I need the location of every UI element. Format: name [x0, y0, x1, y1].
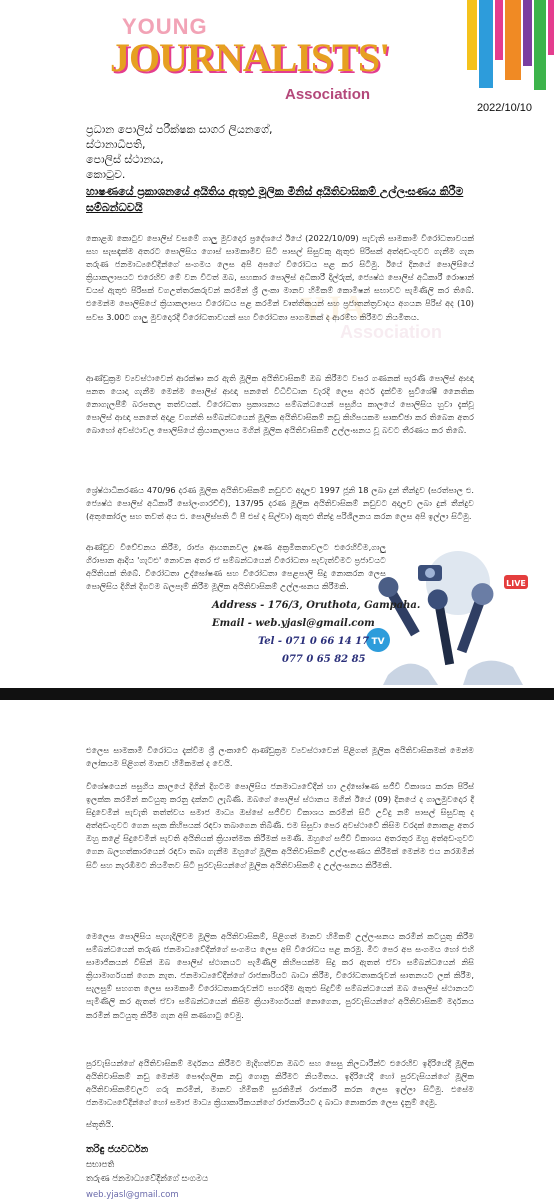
- body-paragraph-3: ශ්‍රේෂ්ඨාධිකරණය 470/96 දරණ මූලික අයිතිවාසිකම් නඩුවට අදාලව 1997 ජූනි 18 ලබා දුන් තීන්දුව (සරත්පාල එ. ජ්‍යෙෂ්ඨ පොලිස් අධිකාරී සෝලංගාරච්චි), 137/95 දරණ මූලික අයිතිවාසිකම් නඩුවට අදාලව ලබා දුන් තීන්දුව (අතුකෝරල සහ තවත් අය එ. පොලිස්පති ටී පී එස් ද සිල්වා) ඇතුළු තීන්දු පරිශීලනය කරන ලෙස අපි ඉල්ලා සිටිමු.: [86, 485, 474, 522]
- recipient-line-2: ස්ථානාධිපති,: [86, 138, 146, 151]
- recipient-line-1: ප්‍රධාන පොලිස් පරීක්ෂක සාගර ලියනගේ,: [86, 123, 273, 136]
- body-paragraph-1: කොළඹ කොටුව පොලිස් වසමේ ගාලු මුවදොර ප්‍රදේශයේ ඊයේ (2022/10/09) පැවැති සාමකාමී විරෝධතාවයක් සහ සැසඳැක්ම අතරට පොලිසිය ගොස් සාමකාමීව සිටි පාසල් සිසුවකු ඇතුළු පිරිසක් අත්අඩංගුවට ගැනීම ගැන තරුණ ජනමාධ්‍යවේදීන්ගේ සංගමය ලෙස අපි අපගේ විරෝධය පළ කර සිටිමු. ඊයේ දිනයේ පොලිසියේ ක්‍රියාකලාපයට එරෙහිව මේ වන විටත් ඔබ, සහකාර පොලිස් අධිකාරී දිල්රුක්, ජ්‍යෙෂ්ඨ පොලිස් අධිකාරී රොෂාන් ඩයස් ඇතුළු පිරිසක් වගඋත්තරකරුවන් කරමින් ශ්‍රී ලංකා මානව හිමිකම් කොමිෂන් සභාවට පැමිණිලි කර තිබේ. එමෙන්ම පොලිසියේ ක්‍රියාකලාපය විරෝධය පළ කරමින් වෘත්තිකයන් සහ ප්‍රජාතන්ත්‍රවාදය අගයන පිරිස් අද (10) සවස 3.00ට ගාලු මුවදොරදී විරෝධතාවයක් සහ විරෝධතා පාගමනක් ද ආරම්භ කිරීමට නියමිතය.: [86, 233, 474, 322]
- contact-address: Address - 176/3, Oruthota, Gampaha.: [212, 600, 421, 611]
- signature-organization: තරුණ ජනමාධ්‍යවේදීන්ගේ සංගමය: [86, 1174, 209, 1184]
- logo-watermark: YJA: [299, 288, 367, 329]
- media-microphones-illustration: [348, 545, 538, 685]
- contact-tel-1: Tel - 071 0 66 14 17: [258, 636, 370, 647]
- page2-paragraph-2: විශේෂයෙන් පසුගිය කාලයේ දිගින් දිගටම පොලිසිය ජනමාධ්‍යවේදීන් හා උද්ඝෝෂණ සජීවී විකාශය කරන පිරිස් ඉලක්ක කරමින් කටයුතු කරනු දක්නට ලැබිණි. ඔබගේ පොලිස් ස්ථානය මගින් ඊයේ (09) දිනයේ ද ගාලුමුවදොර දී සිදුවෙමින් පැවැති තත්ත්වය සමාජ මාධ්‍ය ඔස්සේ සජීවීව විකාශය කරමින් සිටි උවිදු නම් පාසල් සිසුවකු ද අත්අඩංගුවට ගෙන සැක කිහිපයක් රඳවා තබාගෙන තිබිණි. එම සිසුවා පෙර අවස්ථාවේ කිසිම වරදක් නොකළ අතර ඔහු කළේ සිදුවෙමින් පැවති අයිතියක් ක්‍රියාත්මක කිරීමක් පමණි. ඔහුගේ සජීවී විකාශය අතරතුර ඔහු අත්අඩංගුවට ගෙන බලහත්කාරයෙන් රඳවා තබා ගැනීම ඔහුගේ මූලික අයිතිවාසිකම් උල්ලංඝණය කිරීමක් මෙන්ම එය නරඹමින් සිටි සහ නැරඹීමට නියමිතව සිටි පුරවැසියන්ගේ මූලික අයිතිවාසිකම් ද උල්ලංඝනය කිරීමකි.: [86, 781, 474, 870]
- logo-watermark-text: Association: [340, 322, 443, 342]
- tv-label: TV: [371, 637, 385, 647]
- logo-association-text: Association: [285, 86, 371, 103]
- recipient-line-3: පොලිස් ස්ථානය,: [86, 153, 164, 166]
- letter-subject: හාෂණයේ ප්‍රකාශනයේ අයිතිය ඇතුළු මූලික මිනිස් අයිතිවාසිකම් උල්ලංඝණය කිරීම සම්බන්ධවයි: [86, 185, 464, 214]
- body-paragraph-4: ආණ්ඩුව විවේචනය කිරීම, රාජ්‍ය ආයතනවල දූෂණ අක්‍රමිකතාවලට එරෙහිවීම,ගාලු ගිරාපාන ආදිය 'ගැටළු' නොවන අතර ඒ සම්බන්ධයෙන් විරෝධතා පැවැත්වීමට ප්‍රජාවයට අයිතියක් තිබේ. විරෝධතා උද්ඝෝෂණ සහ විරෝධතා පෙළපාලි සිදු නොකරන ලෙස පොලිසිය දිගින් දිගටම බලපෑම් කිරීම මූලික අයිතිවාසිකම් උල්ලංඝනය කිරීමකි.: [86, 542, 386, 592]
- page2-paragraph-1: එලෙස සාමකාමී විරෝධය දැක්වීම ශ්‍රී ලංකාවේ ආණ්ඩුක්‍රම ව්‍යවස්ථාවෙන් පිළිගත් මූලික අයිතිවාසිකමක් මෙන්ම ලෝකයම පිළිගත් මානව හිමිකමක් ද වෙයි.: [86, 745, 474, 769]
- logo-journalists-text: JOURNALISTS': [110, 35, 390, 80]
- logo-young-text: YOUNG: [122, 14, 208, 39]
- recipient-line-4: කොටුව.: [86, 168, 126, 181]
- closing-thanks: ස්තූතියි.: [86, 1119, 114, 1129]
- body-paragraph-2: ආණ්ඩුක්‍රම ව්‍යවස්ථාවෙන් ආරක්ෂා කර ඇති මූලික අයිතිවාසිකම් ඔබ කිරීමට වසර ගණනක් පැරණි පොලිස් ආඥා පනත යොදා ගැනීම මෙන්ම පොලිස් ආඥා පනතේ විධිවිධාන වැරදි ලෙස අර්ථ දැක්වීම සුවිශේෂී නෛතික නොගැලපීම් බරපතල තත්වයක්. විරෝධතා ප්‍රකාශනය සම්බන්ධයෙන් පසුගිය කාලයේ පොලිසිය හුවා දැක්වූ පොලිස් ආඥා පනතේ අදාළ වගන්ති සම්බන්ධයෙන් මූලික අයිතිවාසිකම් නඩු කිහිපයකම සාකච්ඡා කර තිබෙන අතර බොහෝ අවස්ථාවල පොලිසියේ ක්‍රියාකලාපය මගින් මූලික අයිතිවාසිකම් උල්ලංඝනය වූ බවට තීරණය කර තිබේ.: [86, 373, 474, 436]
- association-logo: [110, 14, 460, 114]
- contact-email: Email - web.yjasl@gmail.com: [212, 618, 375, 629]
- letter-page-2: [0, 700, 554, 1200]
- page2-paragraph-4: පුරවැසියන්ගේ අයිතිවාසිකම් මර්දනය කිරීමට මැදිහත්වන ඔබට සහ සෙසු නිලධාරීන්ට එරෙහිව ඉදිරියේදී මූලික අයිතිවාසිකම් නඩු මෙන්ම පෞද්ගලික නඩු ගොනු කිරීමට නියමිතය. ඉදිරියේදී හෝ පුරවැසියන්ගේ මූලික අයිතිවාසිකම්වලට ගරු කරමින්, මානව හිමිකම් සුරකිමින් රාජකාරී කරන ලෙස ඉල්ලා සිටිමු. එසේම ජනමාධ්‍යවේදීන්ගේ හෝ සමාජ මාධ්‍ය ක්‍රියාකාරිකයන්ගේ රාජකාරියට ද බාධා නොකරන ලෙස දැනුම් දෙමු.: [86, 1058, 474, 1108]
- letter-date: 2022/10/10: [476, 102, 532, 114]
- contact-tel-2: 077 0 65 82 85: [282, 654, 366, 665]
- live-label: LIVE: [506, 579, 526, 588]
- page2-paragraph-3: මෙලෙස පොලිසිය පැහැදිලිවම මූලික අයිතිවාසිකම්, පිළිගත් මානව හිමිකම් උල්ලංඝනය කරමින් කටයුතු කිරීම සම්බන්ධයෙන් තරුණ ජනමාධ්‍යවේදීන්ගේ සංගමය ලෙස අපි විරෝධය පළ කරමු. මීට පෙර අප සංගමය හෝ එහි සාමාජිකයන් විසින් ඔබ පොලිස් ස්ථානයට පැමිණිලි කිහිපයක්ම සිදු කර ඇතත් ඒවා සම්බන්ධයෙන් නිසි ක්‍රියාමාර්ගයක් ගෙන නැත. ජනමාධ්‍යවේදීන්ගේ රාජකාරියට බාධා කිරීම, විරෝධතාකරුවන් ඝාතනයට ලක් කිරීම, සැලසුම් සහගත ලෙස සාමකාමී විරෝධතාකරුවන්ට පහරදීම ඇතුළු සිදුවීම් සම්බන්ධයෙන් ඔබ පොලිස් ස්ථානයට පැමිණිලි කර ඇතත් ඒවා සම්බන්ධයෙන් කිසිම ක්‍රියාමාර්ගයක් නොගෙන, පුරවැසියන්ගේ අයිතිවාසිකම් මර්දනය කරමින් කටයුතු කිරීම ගැන අපි කණගාටු වෙමු.: [86, 931, 474, 1020]
- header-decorative-stripes: [459, 0, 554, 90]
- page-separator: [0, 688, 554, 700]
- signature-email[interactable]: web.yjasl@gmail.com: [86, 1190, 179, 1200]
- signature-name: තරිඳු ජයවර්ධන: [86, 1144, 149, 1155]
- signature-role: සභාපති: [86, 1160, 115, 1170]
